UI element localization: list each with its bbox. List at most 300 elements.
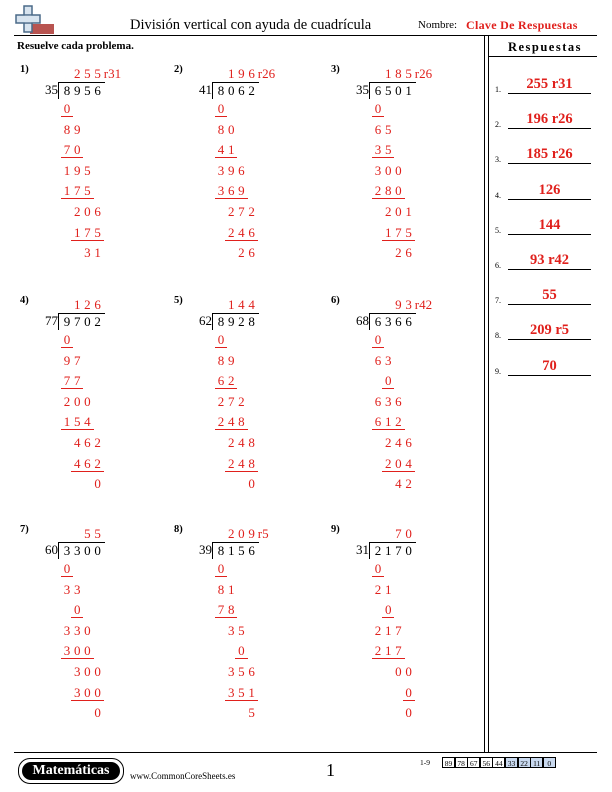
step-digit: 0 [84,393,91,409]
score-cell: 11 [530,757,543,768]
step-digit: 6 [405,435,412,450]
step-underline [61,347,73,348]
dividend-digit: 5 [238,543,245,558]
answer-value: 185 r26 [526,146,573,163]
answer-number: 2. [495,120,501,130]
answer-row [495,318,599,342]
problem-7 [20,524,160,734]
step-digit: 6 [84,435,91,450]
step-digit: 6 [248,664,255,679]
dividend-digit: 5 [84,83,91,98]
step-underline [382,617,394,618]
step-digit: 3 [217,162,225,178]
step-digit: 8 [248,455,255,471]
dividend-digit: 9 [73,83,81,98]
step-digit: 4 [238,455,245,471]
dividend-digit: 8 [248,314,255,329]
score-range-label: 1-9 [420,758,430,767]
answer-row [495,142,599,166]
quotient-digit: 9 [395,297,402,312]
score-cell: 44 [492,757,505,768]
dividend-digit: 1 [405,83,412,98]
answer-number: 1. [495,85,501,94]
step-digit: 3 [73,622,81,638]
quotient-digit: 9 [238,66,245,81]
step-underline [71,240,104,241]
step-digit: 2 [217,414,225,430]
quotient-digit: 2 [84,297,91,312]
divisor: 60 [45,542,58,557]
step-digit: 6 [248,245,255,261]
score-cell: 56 [480,757,493,768]
score-cell: 22 [518,757,531,768]
step-digit: 0 [384,602,392,618]
step-underline [61,198,94,199]
step-digit: 0 [84,643,91,659]
name-value: Clave De Respuestas [466,18,578,32]
step-underline [71,471,104,472]
problem-2 [174,64,314,274]
quotient-remainder: r5 [257,526,269,541]
step-digit: 8 [384,183,392,199]
dividend-digit: 8 [217,314,225,329]
step-digit: 6 [374,414,382,430]
step-digit: 7 [395,622,402,638]
division-bracket [369,82,370,99]
answer-number: 7. [495,296,501,306]
answer-number: 3. [495,155,501,165]
dividend-digit: 2 [238,314,245,329]
division-bracket [58,542,59,559]
problem-label: 3) [331,64,340,75]
divisor: 41 [199,82,212,97]
footer-divider [14,752,597,753]
step-digit: 0 [63,561,71,576]
answer-column-rule-left [484,35,485,752]
step-digit: 4 [238,435,245,450]
division-bracket [212,542,213,559]
step-digit: 3 [73,684,81,700]
step-digit: 6 [374,121,382,137]
step-digit: 0 [73,142,81,158]
step-digit: 2 [227,224,235,240]
division-bracket [369,542,370,559]
quotient-digit: 2 [73,66,81,81]
step-digit: 5 [84,183,91,199]
step-digit: 3 [227,684,235,700]
step-digit: 2 [405,476,412,492]
step-digit: 0 [405,705,412,721]
answer-line [508,375,591,376]
step-digit: 2 [227,435,235,450]
step-digit: 0 [73,643,81,659]
answer-row [495,248,599,272]
step-digit: 6 [395,393,402,409]
dividend-digit: 2 [94,314,101,329]
division-bracket [212,82,213,99]
step-digit: 7 [227,393,235,409]
dividend-digit: 9 [63,314,71,329]
step-underline [61,576,73,577]
step-digit: 7 [73,373,81,389]
problem-label: 4) [20,295,29,306]
step-digit: 8 [217,581,225,597]
dividend-digit: 6 [374,314,382,329]
quotient-digit: 7 [395,526,402,541]
answer-value: 55 [542,287,557,304]
step-underline [71,700,104,701]
step-digit: 3 [374,142,382,158]
problem-label: 1) [20,64,29,75]
step-digit: 7 [73,352,81,368]
step-digit: 2 [94,455,101,471]
step-digit: 0 [395,204,402,219]
step-digit: 0 [84,684,91,700]
answer-row [495,354,599,378]
step-digit: 7 [238,204,245,219]
divisor: 77 [45,313,58,328]
problem-label: 7) [20,524,29,535]
step-digit: 7 [84,224,91,240]
step-underline [372,658,405,659]
quotient-digit: 6 [248,66,255,81]
answer-number: 8. [495,331,501,341]
step-digit: 6 [94,204,101,219]
step-digit: 2 [217,393,225,409]
step-underline [61,116,73,117]
page-title: División vertical con ayuda de cuadrícula [130,17,372,33]
answer-value: 209 r5 [529,322,570,339]
answer-value: 126 [538,181,561,198]
dividend-digit: 1 [227,543,235,558]
dividend-digit: 1 [384,543,392,558]
dividend-digit: 6 [248,543,255,558]
dividend-digit: 2 [248,83,255,98]
step-digit: 2 [384,455,392,471]
divisor: 35 [356,82,369,97]
score-cell: 78 [455,757,468,768]
answer-value: 93 r42 [529,252,570,268]
step-digit: 7 [395,224,402,240]
step-digit: 0 [374,101,382,116]
step-digit: 0 [217,561,225,576]
answer-row [495,213,599,237]
quotient-digit: 5 [94,66,101,81]
step-digit: 5 [405,224,412,240]
step-underline [372,576,384,577]
step-digit: 0 [84,204,91,219]
answer-row [495,72,599,96]
step-digit: 2 [238,393,245,409]
step-digit: 9 [63,352,71,368]
step-digit: 3 [73,581,81,597]
step-digit: 4 [84,414,91,430]
answer-line [508,304,591,305]
dividend-digit: 6 [238,83,245,98]
step-digit: 6 [248,224,255,240]
step-digit: 3 [227,622,235,638]
step-digit: 2 [227,455,235,471]
step-digit: 1 [384,643,392,659]
dividend-digit: 0 [94,543,101,558]
quotient-digit: 0 [238,526,245,541]
step-digit: 2 [395,414,402,430]
step-digit: 0 [94,705,101,721]
step-digit: 3 [84,245,91,261]
problem-label: 5) [174,295,183,306]
answer-value: 144 [538,216,561,233]
step-underline [215,617,237,618]
step-digit: 9 [238,183,245,199]
divisor: 39 [199,542,212,557]
step-underline [225,240,258,241]
step-digit: 6 [238,162,245,178]
quotient-digit: 0 [405,526,412,541]
answer-value: 196 r26 [526,111,573,128]
dividend-digit: 7 [73,314,81,329]
quotient-digit: 5 [94,526,101,541]
dividend-digit: 8 [217,83,225,98]
step-underline [215,576,227,577]
quotient-digit: 1 [227,66,235,81]
step-digit: 3 [217,183,225,199]
step-digit: 1 [63,414,71,430]
step-underline [71,617,83,618]
division-bracket [58,313,59,330]
step-underline [215,388,237,389]
step-underline [61,157,83,158]
step-digit: 5 [384,142,392,158]
step-digit: 1 [94,245,101,261]
dividend-digit: 3 [63,543,71,558]
step-digit: 1 [227,581,235,597]
step-digit: 0 [94,664,101,679]
step-digit: 9 [227,162,235,178]
step-digit: 7 [395,643,402,659]
step-digit: 4 [73,455,81,471]
step-underline [382,388,394,389]
divisor: 31 [356,542,369,557]
quotient-digit: 1 [384,66,392,81]
quotient-remainder: r42 [414,297,433,312]
subject-badge-label: Matemáticas [22,762,120,780]
step-digit: 0 [395,162,402,178]
step-digit: 5 [248,705,255,721]
step-digit: 2 [374,622,382,638]
step-underline [403,700,415,701]
step-digit: 5 [73,414,81,430]
answer-number: 9. [495,366,501,376]
step-digit: 1 [384,622,392,638]
score-cell: 67 [467,757,480,768]
step-digit: 5 [94,224,101,240]
step-digit: 2 [395,245,402,261]
step-underline [372,157,394,158]
step-digit: 2 [248,204,255,219]
step-digit: 2 [94,435,101,450]
answers-title-underline [489,56,597,57]
step-digit: 4 [217,142,225,158]
step-digit: 3 [73,664,81,679]
step-underline [382,240,415,241]
quotient-digit: 9 [248,526,255,541]
step-digit: 5 [84,162,91,178]
dividend-digit: 6 [395,314,402,329]
answer-row [495,283,599,307]
step-digit: 2 [374,183,382,199]
step-digit: 7 [217,602,225,618]
problem-8 [174,524,314,734]
step-digit: 5 [238,684,245,700]
step-digit: 0 [248,476,255,492]
step-digit: 8 [227,602,235,618]
dividend-digit: 8 [217,543,225,558]
step-digit: 0 [217,101,225,116]
step-digit: 1 [248,684,255,700]
step-digit: 9 [73,162,81,178]
step-digit: 0 [84,664,91,679]
dividend-digit: 6 [405,314,412,329]
step-digit: 3 [63,622,71,638]
answer-row [495,178,599,202]
step-digit: 1 [73,224,81,240]
quotient-remainder: r26 [257,66,276,81]
answer-number: 4. [495,190,501,200]
step-digit: 2 [384,435,392,450]
dividend-digit: 8 [63,83,71,98]
divisor: 35 [45,82,58,97]
score-cell: 0 [543,757,556,768]
dividend-digit: 3 [384,314,392,329]
dividend-digit: 0 [395,83,402,98]
step-digit: 0 [63,101,71,116]
step-digit: 0 [73,393,81,409]
step-digit: 4 [405,455,412,471]
step-digit: 3 [384,352,392,368]
step-digit: 0 [374,332,382,347]
step-digit: 1 [63,162,71,178]
step-digit: 2 [63,393,71,409]
step-underline [225,700,258,701]
step-underline [215,429,248,430]
step-digit: 6 [84,455,91,471]
step-digit: 4 [73,435,81,450]
step-underline [61,429,94,430]
plus-logo-icon [14,4,58,38]
problem-5 [174,295,314,505]
page-number: 1 [326,760,335,780]
quotient-digit: 5 [405,66,412,81]
dividend-digit: 0 [227,83,235,98]
subject-badge [18,758,124,784]
step-digit: 1 [384,581,392,597]
step-digit: 0 [73,602,81,618]
step-digit: 0 [84,622,91,638]
divisor: 62 [199,313,212,328]
step-digit: 1 [384,414,392,430]
step-digit: 8 [217,352,225,368]
answer-line [508,93,591,94]
problem-3 [331,64,471,274]
step-underline [372,347,384,348]
problem-1 [20,64,160,274]
step-digit: 8 [248,435,255,450]
step-digit: 3 [63,643,71,659]
problem-label: 8) [174,524,183,535]
step-digit: 6 [374,393,382,409]
step-digit: 0 [94,684,101,700]
score-cell: 89 [442,757,455,768]
answer-line [508,269,591,270]
problem-label: 6) [331,295,340,306]
answer-number: 5. [495,225,501,235]
step-digit: 0 [217,332,225,347]
step-digit: 4 [395,435,402,450]
step-digit: 9 [73,121,81,137]
step-underline [235,658,247,659]
step-digit: 7 [63,142,71,158]
answer-value: 70 [542,357,557,374]
step-digit: 5 [238,622,245,638]
quotient-digit: 1 [227,297,235,312]
problem-9 [331,524,471,734]
step-underline [372,198,405,199]
step-digit: 7 [73,183,81,199]
step-digit: 8 [63,121,71,137]
quotient-digit: 8 [395,66,402,81]
dividend-digit: 0 [405,543,412,558]
problem-label: 9) [331,524,340,535]
step-digit: 4 [227,414,235,430]
site-url: www.CommonCoreSheets.es [130,771,236,781]
quotient-digit: 5 [84,66,91,81]
step-digit: 0 [395,664,402,679]
header-divider [14,35,597,36]
divisor: 68 [356,313,369,328]
step-digit: 0 [238,643,245,659]
dividend-digit: 5 [384,83,392,98]
answer-value: 255 r31 [526,76,573,92]
answer-column-rule-right [488,35,489,752]
answers-title: Respuestas [507,40,583,54]
step-digit: 2 [374,643,382,659]
step-digit: 2 [227,204,235,219]
step-underline [382,471,415,472]
step-digit: 0 [395,455,402,471]
step-underline [215,347,227,348]
step-digit: 3 [227,664,235,679]
step-digit: 2 [73,204,81,219]
step-digit: 0 [63,332,71,347]
step-digit: 1 [63,183,71,199]
step-digit: 3 [63,581,71,597]
dividend-digit: 6 [94,83,101,98]
step-digit: 6 [217,373,225,389]
step-digit: 1 [227,142,235,158]
quotient-digit: 3 [405,297,412,312]
step-digit: 2 [238,245,245,261]
step-digit: 4 [238,224,245,240]
answer-line [508,128,591,129]
name-label: Nombre: [418,19,458,31]
step-digit: 5 [384,121,392,137]
answer-line [508,163,591,164]
step-digit: 0 [94,476,101,492]
step-digit: 3 [374,162,382,178]
quotient-digit: 2 [227,526,235,541]
quotient-remainder: r26 [414,66,433,81]
answer-line [508,339,591,340]
